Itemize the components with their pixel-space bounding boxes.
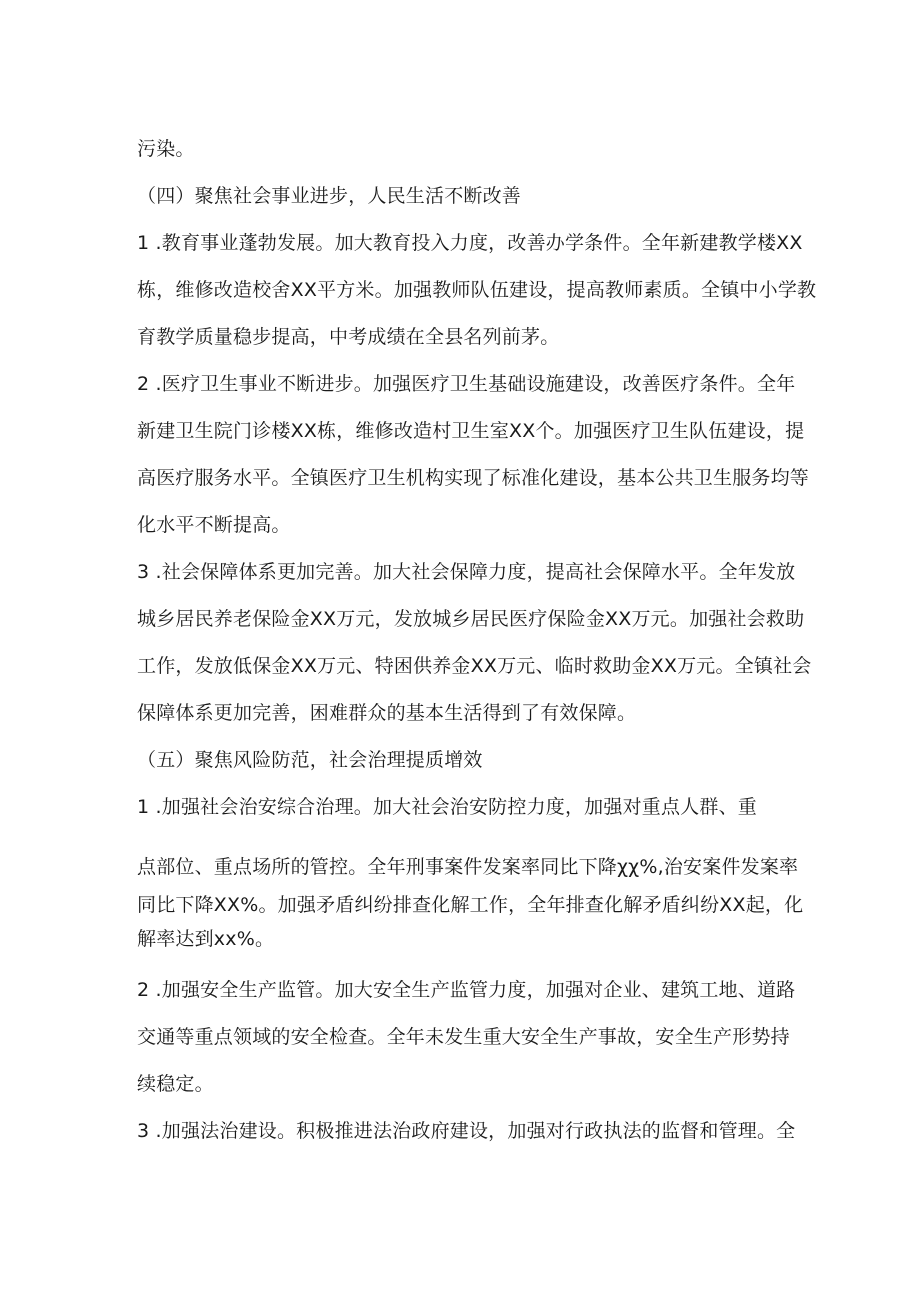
text-line: 污染。: [137, 138, 195, 160]
text-line: 化水平不断提高。: [137, 514, 291, 536]
text-line: 栋，维修改造校舍XX平方米。加强教师队伍建设，提高教师素质。全镇中小学教: [137, 279, 817, 301]
text-line: 育教学质量稳步提高，中考成绩在全县名列前茅。: [137, 326, 560, 348]
text-line: 解率达到xx%。: [137, 928, 275, 950]
text-line: 同比下降XX%。加强矛盾纠纷排查化解工作，全年排查化解矛盾纠纷XX起，化: [137, 894, 804, 916]
text-line: 交通等重点领域的安全检查。全年未发生重大安全生产事故，安全生产形势持: [137, 1026, 790, 1048]
text-line: 点部位、重点场所的管控。全年刑事案件发案率同比下降χχ%,治安案件发案率: [137, 856, 799, 878]
text-line: 2 .医疗卫生事业不断进步。加强医疗卫生基础设施建设，改善医疗条件。全年: [137, 373, 796, 395]
section-heading: （四）聚焦社会事业进步，人民生活不断改善: [137, 185, 522, 207]
text-line: 2 .加强安全生产监管。加大安全生产监管力度，加强对企业、建筑工地、道路: [137, 979, 796, 1001]
text-line: 高医疗服务水平。全镇医疗卫生机构实现了标准化建设，基本公共卫生服务均等: [137, 467, 810, 489]
text-line: 1 .教育事业蓬勃发展。加大教育投入力度，改善办学条件。全年新建教学楼XX: [137, 232, 803, 254]
text-line: 3 .加强法治建设。积极推进法治政府建设，加强对行政执法的监督和管理。全: [137, 1120, 796, 1142]
text-line: 新建卫生院门诊楼XX栋，维修改造村卫生室XX个。加强医疗卫生队伍建设，提: [137, 420, 805, 442]
section-heading: （五）聚焦风险防范，社会治理提质增效: [137, 749, 483, 771]
text-line: 1 .加强社会治安综合治理。加大社会治安防控力度，加强对重点人群、重: [137, 796, 757, 818]
text-line: 保障体系更加完善，困难群众的基本生活得到了有效保障。: [137, 702, 637, 724]
text-line: 续稳定。: [137, 1073, 214, 1095]
text-line: 工作，发放低保金XX万元、特困供养金XX万元、临时救助金XX万元。全镇社会: [137, 655, 812, 677]
text-line: 3 .社会保障体系更加完善。加大社会保障力度，提高社会保障水平。全年发放: [137, 561, 796, 583]
text-line: 城乡居民养老保险金XX万元，发放城乡居民医疗保险金XX万元。加强社会救助: [137, 608, 805, 630]
